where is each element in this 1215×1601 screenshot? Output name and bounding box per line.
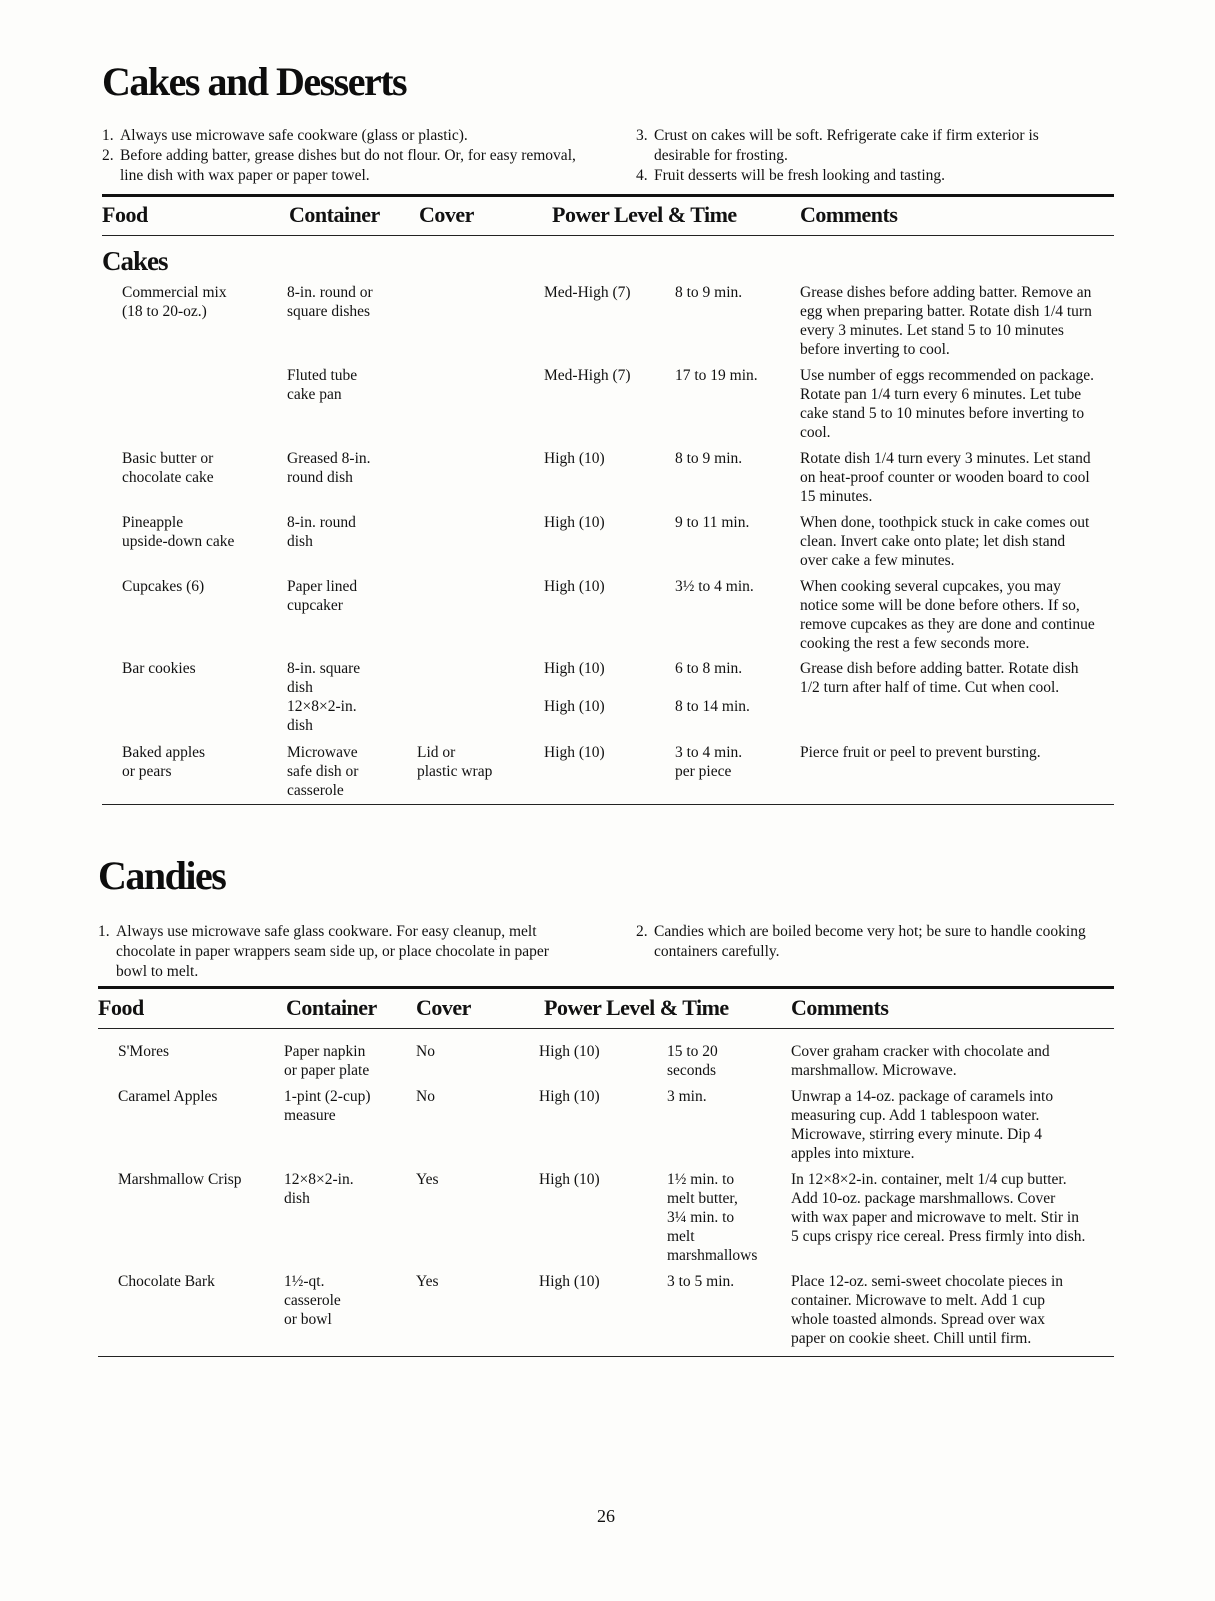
cakes-table-bottom-rule bbox=[102, 804, 1114, 805]
comments-cell: When cooking several cupcakes, you may notice some will be done before others. If so, remove cupcakes as they are done and continue cooking the rest a few seconds more. bbox=[800, 578, 1095, 652]
comments-cell: When done, toothpick stuck in cake comes out clean. Invert cake onto plate; let dish stand over cake a few minutes. bbox=[800, 514, 1090, 569]
header-comments: Comments bbox=[800, 202, 898, 227]
note-number: 2. bbox=[102, 147, 114, 164]
time-cell: 3 min. bbox=[667, 1088, 707, 1105]
cakes-desserts-title: Cakes and Desserts bbox=[102, 59, 407, 104]
cover-cell: Yes bbox=[416, 1171, 439, 1188]
note-text: Always use microwave safe glass cookware. For easy cleanup, melt chocolate in paper wrappers seam side up, or place chocolate in paper bowl to melt. bbox=[116, 923, 549, 980]
food-cell: Caramel Apples bbox=[118, 1088, 218, 1105]
comments-cell: In 12×8×2-in. container, melt 1/4 cup butter. Add 10-oz. package marshmallows. Cover with wax paper and microwave to melt. Stir in 5 cups crispy rice cereal. Press firmly into dish. bbox=[791, 1171, 1086, 1245]
cakes-notes-left bbox=[102, 126, 582, 186]
header-container: Container bbox=[286, 995, 377, 1020]
header-power-level-time: Power Level & Time bbox=[544, 995, 729, 1020]
food-cell: Commercial mix (18 to 20-oz.) bbox=[122, 284, 227, 320]
note-number: 1. bbox=[102, 127, 114, 144]
container-cell: Paper napkin or paper plate bbox=[284, 1043, 370, 1079]
note-text: Before adding batter, grease dishes but do not flour. Or, for easy removal, line dish with wax paper or paper towel. bbox=[120, 147, 576, 184]
note-text: Candies which are boiled become very hot; be sure to handle cooking containers carefully. bbox=[654, 923, 1086, 960]
food-cell: Marshmallow Crisp bbox=[118, 1171, 242, 1188]
header-comments: Comments bbox=[791, 995, 889, 1020]
cakes-subheading: Cakes bbox=[102, 246, 168, 276]
power-cell: High (10) High (10) bbox=[544, 660, 605, 715]
comments-cell: Grease dishes before adding batter. Remove an egg when preparing batter. Rotate dish 1/4 turn every 3 minutes. Let stand 5 to 10 minutes before inverting to cool. bbox=[800, 284, 1092, 358]
header-container: Container bbox=[289, 202, 380, 227]
power-cell: High (10) bbox=[539, 1273, 600, 1290]
power-cell: High (10) bbox=[544, 514, 605, 531]
comments-cell: Unwrap a 14-oz. package of caramels into measuring cup. Add 1 tablespoon water. Microwave, stirring every minute. Dip 4 apples into mixture. bbox=[791, 1088, 1054, 1162]
comments-cell: Rotate dish 1/4 turn every 3 minutes. Let stand on heat-proof counter or wooden board to cool 15 minutes. bbox=[800, 450, 1091, 505]
candies-header-bottom-rule bbox=[98, 1028, 1114, 1029]
comments-cell: Place 12-oz. semi-sweet chocolate pieces in container. Microwave to melt. Add 1 cup whole toasted almonds. Spread over wax paper on cookie sheet. Chill until firm. bbox=[791, 1273, 1063, 1347]
note-item bbox=[102, 146, 582, 186]
container-cell: Microwave safe dish or casserole bbox=[287, 744, 359, 799]
food-cell: S'Mores bbox=[118, 1043, 170, 1060]
container-cell: 8-in. round or square dishes bbox=[287, 284, 373, 320]
comments-cell: Pierce fruit or peel to prevent bursting. bbox=[800, 744, 1041, 761]
candies-header-top-rule bbox=[98, 986, 1114, 989]
cover-cell: No bbox=[416, 1088, 435, 1105]
note-item bbox=[636, 126, 1096, 166]
note-number: 2. bbox=[636, 923, 648, 940]
container-cell: Greased 8-in. round dish bbox=[287, 450, 371, 486]
time-cell: 3 to 5 min. bbox=[667, 1273, 735, 1290]
time-cell: 15 to 20 seconds bbox=[667, 1043, 718, 1079]
note-text: Always use microwave safe cookware (glass or plastic). bbox=[120, 127, 468, 144]
candies-title: Candies bbox=[98, 853, 226, 898]
comments-cell: Cover graham cracker with chocolate and marshmallow. Microwave. bbox=[791, 1043, 1050, 1079]
candies-table-bottom-rule bbox=[98, 1356, 1114, 1357]
note-text: Crust on cakes will be soft. Refrigerate cake if firm exterior is desirable for frosting. bbox=[654, 127, 1039, 164]
header-food: Food bbox=[102, 202, 148, 227]
food-cell: Chocolate Bark bbox=[118, 1273, 215, 1290]
cakes-header-bottom-rule bbox=[102, 235, 1114, 236]
power-cell: High (10) bbox=[544, 744, 605, 761]
cover-cell: Yes bbox=[416, 1273, 439, 1290]
cakes-header-top-rule bbox=[102, 194, 1114, 197]
header-power-level-time: Power Level & Time bbox=[552, 202, 737, 227]
time-cell: 3 to 4 min. per piece bbox=[675, 744, 743, 780]
note-number: 3. bbox=[636, 127, 648, 144]
candies-notes-left bbox=[98, 922, 578, 982]
container-cell: 8-in. square dish 12×8×2-in. dish bbox=[287, 660, 361, 734]
power-cell: High (10) bbox=[539, 1171, 600, 1188]
note-item bbox=[636, 166, 1096, 186]
food-cell: Basic butter or chocolate cake bbox=[122, 450, 214, 486]
note-item bbox=[636, 922, 1096, 962]
header-food: Food bbox=[98, 995, 144, 1020]
cover-cell: Lid or plastic wrap bbox=[417, 744, 493, 780]
note-item bbox=[102, 126, 582, 146]
time-cell: 3½ to 4 min. bbox=[675, 578, 754, 595]
time-cell: 6 to 8 min. 8 to 14 min. bbox=[675, 660, 750, 715]
note-number: 4. bbox=[636, 167, 648, 184]
power-cell: Med-High (7) bbox=[544, 367, 631, 384]
power-cell: Med-High (7) bbox=[544, 284, 631, 301]
food-cell: Pineapple upside-down cake bbox=[122, 514, 235, 550]
container-cell: 1½-qt. casserole or bowl bbox=[284, 1273, 341, 1328]
container-cell: Fluted tube cake pan bbox=[287, 367, 358, 403]
time-cell: 17 to 19 min. bbox=[675, 367, 758, 384]
food-cell: Bar cookies bbox=[122, 660, 196, 677]
comments-cell: Grease dish before adding batter. Rotate dish 1/2 turn after half of time. Cut when cool. bbox=[800, 660, 1079, 696]
time-cell: 1½ min. to melt butter, 3¼ min. to melt marshmallows bbox=[667, 1171, 758, 1264]
candies-notes-right bbox=[636, 922, 1096, 962]
note-item bbox=[98, 922, 578, 982]
cakes-notes-right bbox=[636, 126, 1096, 186]
power-cell: High (10) bbox=[544, 578, 605, 595]
page-number: 26 bbox=[597, 1506, 615, 1526]
container-cell: 1-pint (2-cup) measure bbox=[284, 1088, 371, 1124]
food-cell: Cupcakes (6) bbox=[122, 578, 205, 595]
header-cover: Cover bbox=[416, 995, 471, 1020]
container-cell: 12×8×2-in. dish bbox=[284, 1171, 354, 1207]
food-cell: Baked apples or pears bbox=[122, 744, 206, 780]
comments-cell: Use number of eggs recommended on package. Rotate pan 1/4 turn every 6 minutes. Let tube cake stand 5 to 10 minutes before inverting to cool. bbox=[800, 367, 1094, 441]
power-cell: High (10) bbox=[539, 1088, 600, 1105]
power-cell: High (10) bbox=[539, 1043, 600, 1060]
time-cell: 8 to 9 min. bbox=[675, 450, 743, 467]
power-cell: High (10) bbox=[544, 450, 605, 467]
time-cell: 9 to 11 min. bbox=[675, 514, 750, 531]
header-cover: Cover bbox=[419, 202, 474, 227]
container-cell: Paper lined cupcaker bbox=[287, 578, 358, 614]
cover-cell: No bbox=[416, 1043, 435, 1060]
note-text: Fruit desserts will be fresh looking and tasting. bbox=[654, 167, 946, 184]
note-number: 1. bbox=[98, 923, 110, 940]
container-cell: 8-in. round dish bbox=[287, 514, 356, 550]
time-cell: 8 to 9 min. bbox=[675, 284, 743, 301]
